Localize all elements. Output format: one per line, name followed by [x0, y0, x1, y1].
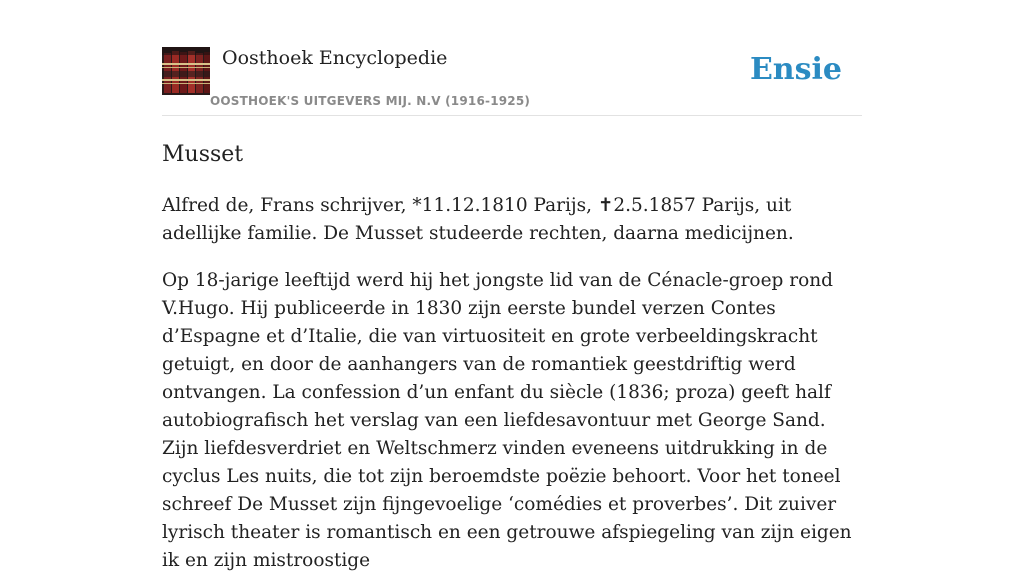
source-header [162, 46, 862, 116]
encyclopedia-books-icon[interactable] [162, 47, 210, 95]
ensie-logo-link[interactable]: Ensie [749, 52, 842, 87]
source-title[interactable]: Oosthoek Encyclopedie [222, 47, 448, 69]
article-paragraph: Op 18-jarige leeftijd werd hij het jongste lid van de Cénacle-groep rond V.Hugo. Hij publiceerde in 1830 zijn eerste bundel verzen Contes d’Espagne et d’Italie, die van virtuositeit en grote verbeeldingskracht getuigt, en door de aanhangers van de romantiek geestdriftig werd ontvangen. La confession d’un enfant du siècle (1836; proza) geeft half autobiografisch het verslag van een liefdesavontuur met George Sand. Zijn liefdesverdriet en Weltschmerz vinden eveneens uitdrukking in de cyclus Les nuits, die tot zijn beroemdste poëzie behoort. Voor het toneel schreef De Musset zijn fijngevoelige ‘comédies et proverbes’. Dit zuiver lyrisch theater is romantisch en een getrouwe afspiegeling van zijn eigen ik en zijn mistroostige [162, 270, 852, 571]
publisher-label: OOSTHOEK'S UITGEVERS MIJ. N.V (1916-1925) [210, 94, 531, 108]
article-title: Musset [162, 142, 244, 167]
article [162, 140, 862, 575]
article-paragraph: Alfred de, Frans schrijver, *11.12.1810 Parijs, ✝2.5.1857 Parijs, uit adellijke familie. De Musset studeerde rechten, daarna medicijnen. [162, 195, 794, 244]
header-divider [162, 115, 862, 116]
